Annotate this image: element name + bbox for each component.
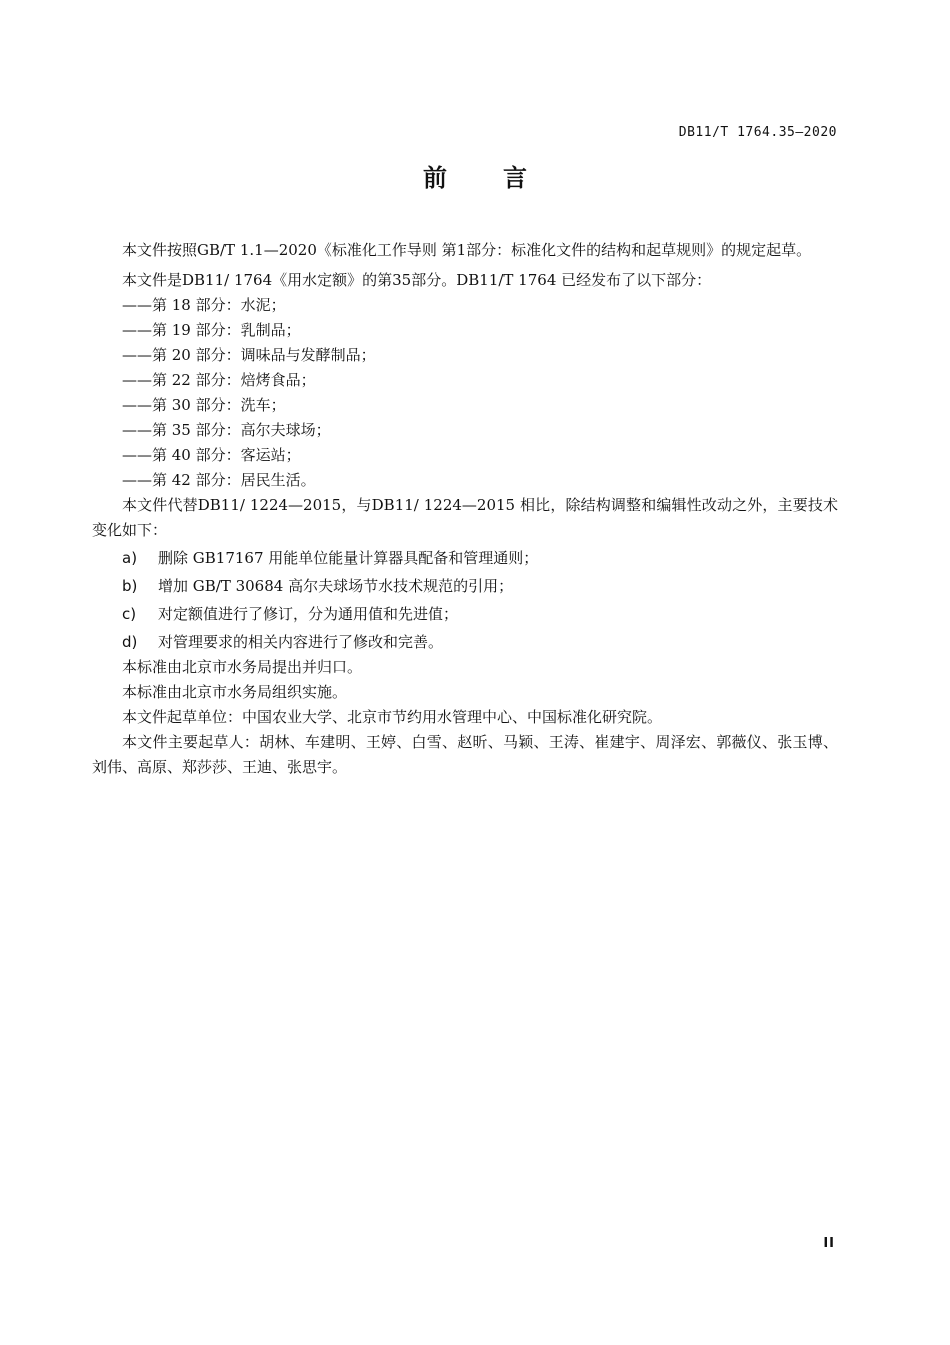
- change-item: [92, 602, 838, 627]
- list-item: ——第 19 部分：乳制品；: [122, 321, 301, 339]
- list-item: ——第 22 部分：焙烤食品；: [122, 371, 316, 389]
- page-title: 前言: [423, 164, 583, 192]
- change-item: [92, 546, 838, 571]
- paragraph-replacement: 本文件代替DB11/ 1224—2015，与DB11/ 1224—2015 相比，除结构调整和编辑性改动之外，主要技术变化如下：: [92, 496, 838, 539]
- change-text: 删除 GB17167 用能单位能量计算器具配备和管理通则；: [158, 549, 539, 567]
- paragraph-series-info: 本文件是DB11/ 1764《用水定额》的第35部分。DB11/T 1764 已经发布了以下部分：: [122, 271, 712, 289]
- change-text: 增加 GB/T 30684 高尔夫球场节水技术规范的引用；: [158, 577, 514, 595]
- change-marker: a): [122, 549, 138, 567]
- paragraph-drafting-units: 本文件起草单位：中国农业大学、北京市节约用水管理中心、中国标准化研究院。: [122, 708, 663, 726]
- list-item: ——第 18 部分：水泥；: [122, 296, 286, 314]
- change-text: 对定额值进行了修订，分为通用值和先进值；: [158, 605, 459, 623]
- change-item: [92, 574, 838, 599]
- paragraph-drafting-rules: 本文件按照GB/T 1.1—2020《标准化工作导则 第1部分：标准化文件的结构和起草规则》的规定起草。: [122, 241, 812, 259]
- change-marker: d): [122, 633, 138, 651]
- list-item: ——第 30 部分：洗车；: [122, 396, 286, 414]
- standard-code: DB11/T 1764.35—2020: [678, 125, 837, 140]
- change-item: [92, 630, 838, 655]
- change-marker: c): [122, 605, 137, 623]
- list-item: ——第 35 部分：高尔夫球场；: [122, 421, 331, 439]
- list-item: ——第 40 部分：客运站；: [122, 446, 301, 464]
- change-marker: b): [122, 577, 138, 595]
- foreword-body: [92, 238, 838, 780]
- list-item: ——第 42 部分：居民生活。: [122, 471, 316, 489]
- page-number: II: [823, 1236, 835, 1251]
- paragraph-drafters: 本文件主要起草人：胡林、车建明、王婷、白雪、赵昕、马颖、王涛、崔建宇、周泽宏、郭薇仪、张玉博、刘伟、高原、郑莎莎、王迪、张思宇。: [92, 733, 838, 776]
- paragraph-proposer: 本标准由北京市水务局提出并归口。: [122, 658, 363, 676]
- change-text: 对管理要求的相关内容进行了修改和完善。: [158, 633, 444, 651]
- paragraph-implementer: 本标准由北京市水务局组织实施。: [122, 683, 348, 701]
- list-item: ——第 20 部分：调味品与发酵制品；: [122, 346, 376, 364]
